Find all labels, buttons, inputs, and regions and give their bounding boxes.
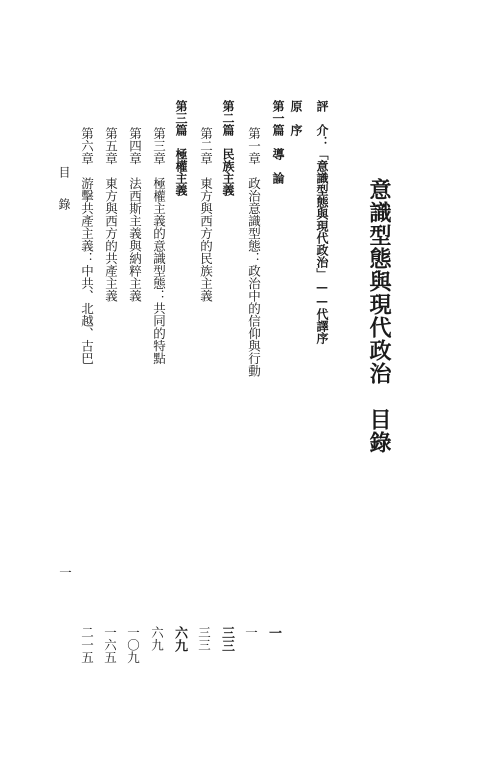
page-number-review: 一	[266, 626, 281, 639]
page-number-part1: 一	[243, 626, 259, 639]
toc-entry-part2: 第二篇 民族主義	[221, 100, 235, 196]
toc-entry-review: 評 介：「意識型態與現代政治」——代譯序	[315, 100, 329, 344]
book-title: 意識型態與現代政治 目錄	[366, 178, 392, 454]
page-number-chapter4: 一〇九	[125, 626, 141, 664]
toc-entry-chapter6: 第六章 游擊共產主義：中共、北越、古巴	[79, 127, 95, 365]
page-number-chapter5: 一六五	[102, 626, 118, 664]
toc-entry-chapter3: 第三章 極權主義的意識型態：共同的特點	[151, 127, 167, 365]
page-number-chapter3: 六九	[149, 626, 165, 651]
toc-entry-chapter5: 第五章 東方與西方的共產主義	[103, 127, 119, 302]
toc-entry-chapter4: 第四章 法西斯主義與納粹主義	[127, 127, 143, 302]
toc-entry-part1: 第一篇 導 論	[271, 100, 285, 184]
page-number-chapter6: 二一五	[79, 626, 95, 664]
page-number-part2: 三三	[219, 626, 234, 652]
toc-entry-preface: 原 序	[289, 100, 303, 136]
page-number-chapter2: 三三	[196, 626, 212, 651]
folio-page-number: 一	[57, 566, 73, 579]
toc-entry-part3: 第三篇 極權主義	[174, 100, 188, 196]
page-number-part3: 六九	[172, 626, 187, 652]
toc-entry-chapter2: 第二章 東方與西方的民族主義	[198, 127, 214, 302]
toc-entry-chapter1: 第一章 政治意識型態：政治中的信仰與行動	[246, 127, 262, 377]
running-head: 目 錄	[57, 166, 71, 214]
